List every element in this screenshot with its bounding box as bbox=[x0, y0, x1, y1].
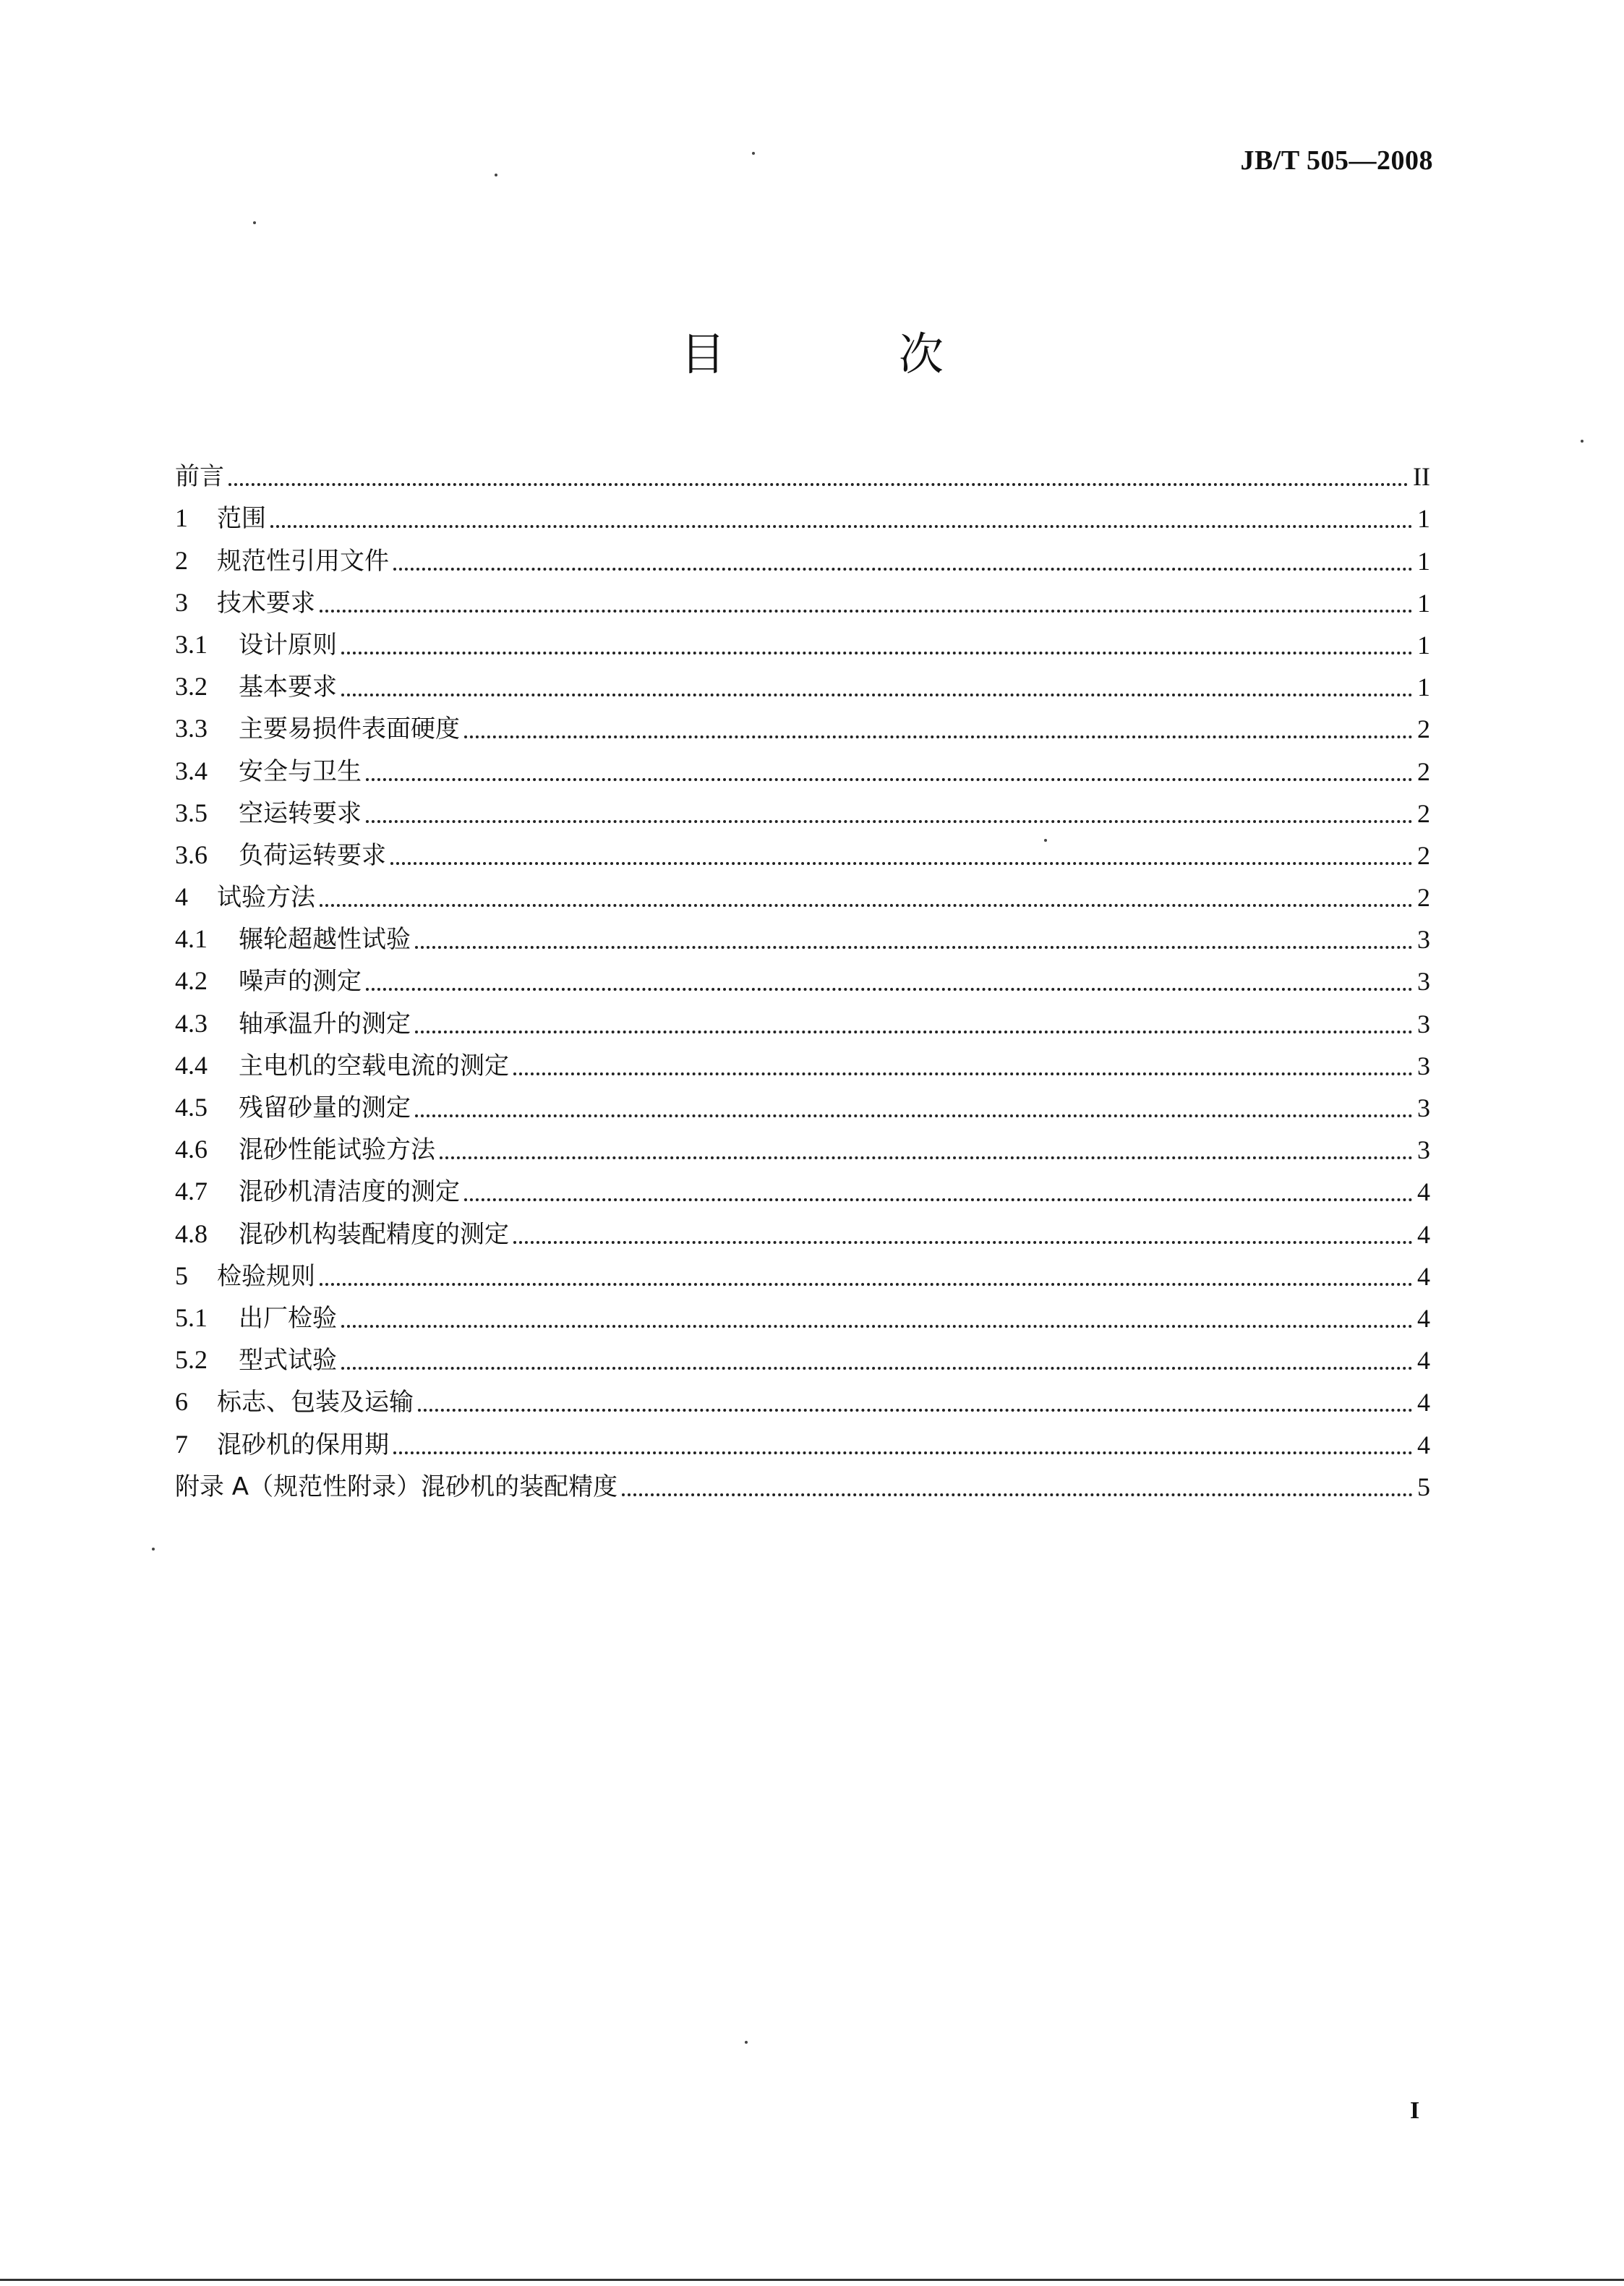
toc-entry-page: II bbox=[1413, 462, 1430, 492]
toc-entry-text: 出厂检验 bbox=[239, 1303, 337, 1333]
toc-entry-page: 4 bbox=[1417, 1261, 1430, 1291]
toc-entry-label bbox=[175, 750, 362, 793]
toc-entry-number: 7 bbox=[175, 1429, 188, 1459]
dot-leader bbox=[228, 483, 1409, 486]
toc-entry-label bbox=[175, 1002, 411, 1045]
toc-entry[interactable] bbox=[175, 1002, 1430, 1044]
toc-entry[interactable] bbox=[175, 1297, 1430, 1339]
toc-entry-page: 1 bbox=[1417, 504, 1430, 534]
toc-entry-page: 3 bbox=[1417, 1093, 1430, 1122]
toc-entry-number: 3.5 bbox=[175, 798, 208, 827]
toc-entry-text: 设计原则 bbox=[239, 630, 337, 660]
toc-entry[interactable] bbox=[175, 750, 1430, 792]
dot-leader bbox=[393, 1451, 1413, 1454]
toc-entry-text: 附录 A（规范性附录）混砂机的装配精度 bbox=[175, 1472, 618, 1501]
toc-entry-number: 4.2 bbox=[175, 966, 208, 996]
toc-entry-label bbox=[175, 1255, 315, 1297]
toc-entry-number: 5 bbox=[175, 1261, 188, 1290]
toc-entry-text: 轴承温升的测定 bbox=[239, 1009, 411, 1038]
toc-entry-text: 基本要求 bbox=[239, 673, 337, 702]
scan-speck bbox=[752, 152, 755, 155]
toc-entry-text: 混砂机构装配精度的测定 bbox=[239, 1219, 509, 1249]
toc-entry-number: 3.3 bbox=[175, 714, 208, 743]
toc-entry-page: 4 bbox=[1417, 1346, 1430, 1376]
toc-entry-label bbox=[175, 1297, 337, 1339]
toc-entry-page: 1 bbox=[1417, 630, 1430, 660]
toc-entry-text: 辗轮超越性试验 bbox=[239, 925, 411, 955]
toc-entry-number: 4 bbox=[175, 882, 188, 912]
dot-leader bbox=[415, 1114, 1413, 1117]
toc-entry-text: 前言 bbox=[175, 462, 224, 492]
toc-entry[interactable] bbox=[175, 498, 1430, 539]
toc-entry-label bbox=[175, 1339, 337, 1381]
toc-entry-number: 3.2 bbox=[175, 672, 208, 701]
dot-leader bbox=[320, 904, 1413, 907]
toc-entry[interactable] bbox=[175, 1339, 1430, 1381]
toc-entry-text: 标志、包装及运输 bbox=[217, 1388, 414, 1417]
toc-entry-label bbox=[175, 918, 411, 960]
dot-leader bbox=[366, 778, 1413, 781]
toc-entry-number: 3.1 bbox=[175, 629, 208, 659]
toc-entry-number: 4.4 bbox=[175, 1050, 208, 1080]
scan-speck bbox=[1044, 839, 1047, 842]
dot-leader bbox=[366, 820, 1413, 823]
toc-entry[interactable] bbox=[175, 1213, 1430, 1255]
toc-entry-label bbox=[175, 792, 362, 835]
toc-entry-number: 3.6 bbox=[175, 840, 208, 869]
toc-entry[interactable] bbox=[175, 1255, 1430, 1297]
toc-entry-page: 2 bbox=[1417, 840, 1430, 870]
toc-entry[interactable] bbox=[175, 624, 1430, 666]
toc-entry-text: 规范性引用文件 bbox=[217, 546, 389, 576]
toc-entry-number: 4.7 bbox=[175, 1177, 208, 1206]
toc-entry-number: 4.8 bbox=[175, 1219, 208, 1248]
toc-entry-page: 3 bbox=[1417, 1009, 1430, 1038]
toc-entry-text: 安全与卫生 bbox=[239, 756, 362, 786]
toc-entry[interactable] bbox=[175, 793, 1430, 835]
toc-entry-label bbox=[175, 1466, 617, 1508]
toc-entry-text: 空运转要求 bbox=[239, 798, 362, 828]
toc-entry[interactable] bbox=[175, 877, 1430, 918]
toc-entry-text: 范围 bbox=[217, 504, 266, 534]
scan-speck bbox=[253, 221, 256, 224]
dot-leader bbox=[418, 1409, 1413, 1412]
scan-speck bbox=[495, 174, 497, 176]
scan-speck bbox=[152, 1548, 155, 1551]
dot-leader bbox=[464, 1198, 1413, 1201]
toc-entry-label bbox=[175, 1044, 509, 1087]
page-number: I bbox=[1410, 2097, 1420, 2124]
toc-title: 目 次 bbox=[680, 328, 1023, 380]
toc-entry-number: 5.1 bbox=[175, 1302, 208, 1332]
dot-leader bbox=[366, 988, 1413, 991]
toc-entry-number: 3 bbox=[175, 587, 188, 617]
toc-entry[interactable] bbox=[175, 918, 1430, 960]
toc-entry-text: 主电机的空载电流的测定 bbox=[239, 1051, 509, 1080]
toc-entry-page: 4 bbox=[1417, 1219, 1430, 1249]
toc-entry[interactable] bbox=[175, 666, 1430, 708]
scan-speck bbox=[1581, 440, 1584, 443]
toc-entry-page: 3 bbox=[1417, 1051, 1430, 1080]
toc-entry-number: 4.1 bbox=[175, 924, 208, 954]
toc-entry-page: 5 bbox=[1417, 1472, 1430, 1501]
dot-leader bbox=[393, 568, 1413, 571]
toc-entry-label bbox=[175, 1381, 414, 1423]
toc-entry-label bbox=[175, 834, 386, 877]
toc-entry-label bbox=[175, 497, 266, 539]
toc-entry[interactable] bbox=[175, 708, 1430, 750]
toc-entry-page: 4 bbox=[1417, 1177, 1430, 1207]
toc-entry-label bbox=[175, 1213, 509, 1255]
toc-entry-page: 2 bbox=[1417, 798, 1430, 828]
toc-entry-number: 3.4 bbox=[175, 756, 208, 785]
toc-entry-text: 噪声的测定 bbox=[239, 967, 362, 997]
toc-entry-text: 混砂性能试验方法 bbox=[239, 1135, 435, 1165]
toc-entry[interactable] bbox=[175, 1423, 1430, 1465]
toc-entry[interactable] bbox=[175, 960, 1430, 1002]
toc-entry-label bbox=[175, 1423, 389, 1466]
toc-entry-label bbox=[175, 1086, 411, 1129]
toc-entry-label bbox=[175, 876, 315, 918]
toc-entry-text: 试验方法 bbox=[217, 883, 315, 913]
toc-entry-number: 1 bbox=[175, 503, 188, 533]
toc-entry[interactable] bbox=[175, 456, 1430, 498]
toc-entry-page: 1 bbox=[1417, 673, 1430, 702]
toc-entry[interactable] bbox=[175, 582, 1430, 624]
toc-entry-number: 6 bbox=[175, 1387, 188, 1417]
toc-entry-label bbox=[175, 960, 362, 1002]
toc-entry-number: 4.5 bbox=[175, 1093, 208, 1122]
toc-entry-page: 1 bbox=[1417, 588, 1430, 618]
dot-leader bbox=[341, 1325, 1413, 1328]
toc-entry-page: 4 bbox=[1417, 1430, 1430, 1459]
toc-entry-text: 混砂机的保用期 bbox=[217, 1430, 389, 1459]
dot-leader bbox=[390, 862, 1413, 865]
table-of-contents bbox=[175, 456, 1430, 1508]
toc-entry-label bbox=[175, 1128, 435, 1171]
dot-leader bbox=[415, 1031, 1413, 1033]
toc-entry-label bbox=[175, 665, 337, 708]
toc-entry[interactable] bbox=[175, 1087, 1430, 1129]
toc-entry-page: 4 bbox=[1417, 1303, 1430, 1333]
toc-entry-number: 4.6 bbox=[175, 1135, 208, 1164]
toc-entry-label bbox=[175, 581, 315, 624]
scan-edge-line bbox=[0, 2279, 1624, 2281]
dot-leader bbox=[464, 735, 1413, 738]
toc-entry-label bbox=[175, 707, 460, 750]
toc-entry-text: 检验规则 bbox=[217, 1261, 315, 1291]
dot-leader bbox=[513, 1072, 1413, 1075]
toc-entry-text: 技术要求 bbox=[217, 588, 315, 618]
toc-entry-number: 5.2 bbox=[175, 1345, 208, 1375]
toc-entry-label bbox=[175, 623, 337, 666]
toc-entry-text: 残留砂量的测定 bbox=[239, 1093, 411, 1122]
toc-entry-page: 2 bbox=[1417, 756, 1430, 786]
toc-entry-page: 1 bbox=[1417, 546, 1430, 576]
scan-speck bbox=[745, 2041, 748, 2044]
toc-entry-number: 4.3 bbox=[175, 1008, 208, 1038]
toc-entry-label bbox=[175, 539, 389, 582]
document-id: JB/T 505—2008 bbox=[1240, 145, 1433, 176]
toc-entry[interactable] bbox=[175, 1129, 1430, 1171]
toc-entry-page: 4 bbox=[1417, 1388, 1430, 1417]
dot-leader bbox=[440, 1156, 1413, 1159]
toc-entry-page: 3 bbox=[1417, 925, 1430, 955]
toc-entry-text: 主要易损件表面硬度 bbox=[239, 715, 460, 744]
dot-leader bbox=[270, 525, 1413, 528]
dot-leader bbox=[415, 946, 1413, 949]
toc-entry[interactable] bbox=[175, 1045, 1430, 1087]
toc-entry-text: 负荷运转要求 bbox=[239, 840, 386, 870]
dot-leader bbox=[341, 694, 1413, 696]
toc-entry-page: 3 bbox=[1417, 1135, 1430, 1165]
toc-entry-label bbox=[175, 456, 224, 498]
toc-entry-label bbox=[175, 1170, 460, 1213]
toc-entry-page: 3 bbox=[1417, 967, 1430, 997]
dot-leader bbox=[341, 652, 1413, 654]
dot-leader bbox=[320, 1283, 1413, 1286]
dot-leader bbox=[341, 1367, 1413, 1370]
toc-entry-text: 混砂机清洁度的测定 bbox=[239, 1177, 460, 1207]
toc-entry[interactable] bbox=[175, 1171, 1430, 1213]
toc-entry-number: 2 bbox=[175, 545, 188, 575]
toc-entry[interactable] bbox=[175, 1466, 1430, 1508]
dot-leader bbox=[320, 610, 1413, 613]
toc-entry-text: 型式试验 bbox=[239, 1346, 337, 1376]
toc-entry[interactable] bbox=[175, 539, 1430, 581]
toc-entry-page: 2 bbox=[1417, 715, 1430, 744]
toc-entry[interactable] bbox=[175, 835, 1430, 877]
dot-leader bbox=[513, 1241, 1413, 1244]
dot-leader bbox=[622, 1493, 1413, 1496]
toc-entry[interactable] bbox=[175, 1381, 1430, 1423]
toc-entry-page: 2 bbox=[1417, 883, 1430, 913]
